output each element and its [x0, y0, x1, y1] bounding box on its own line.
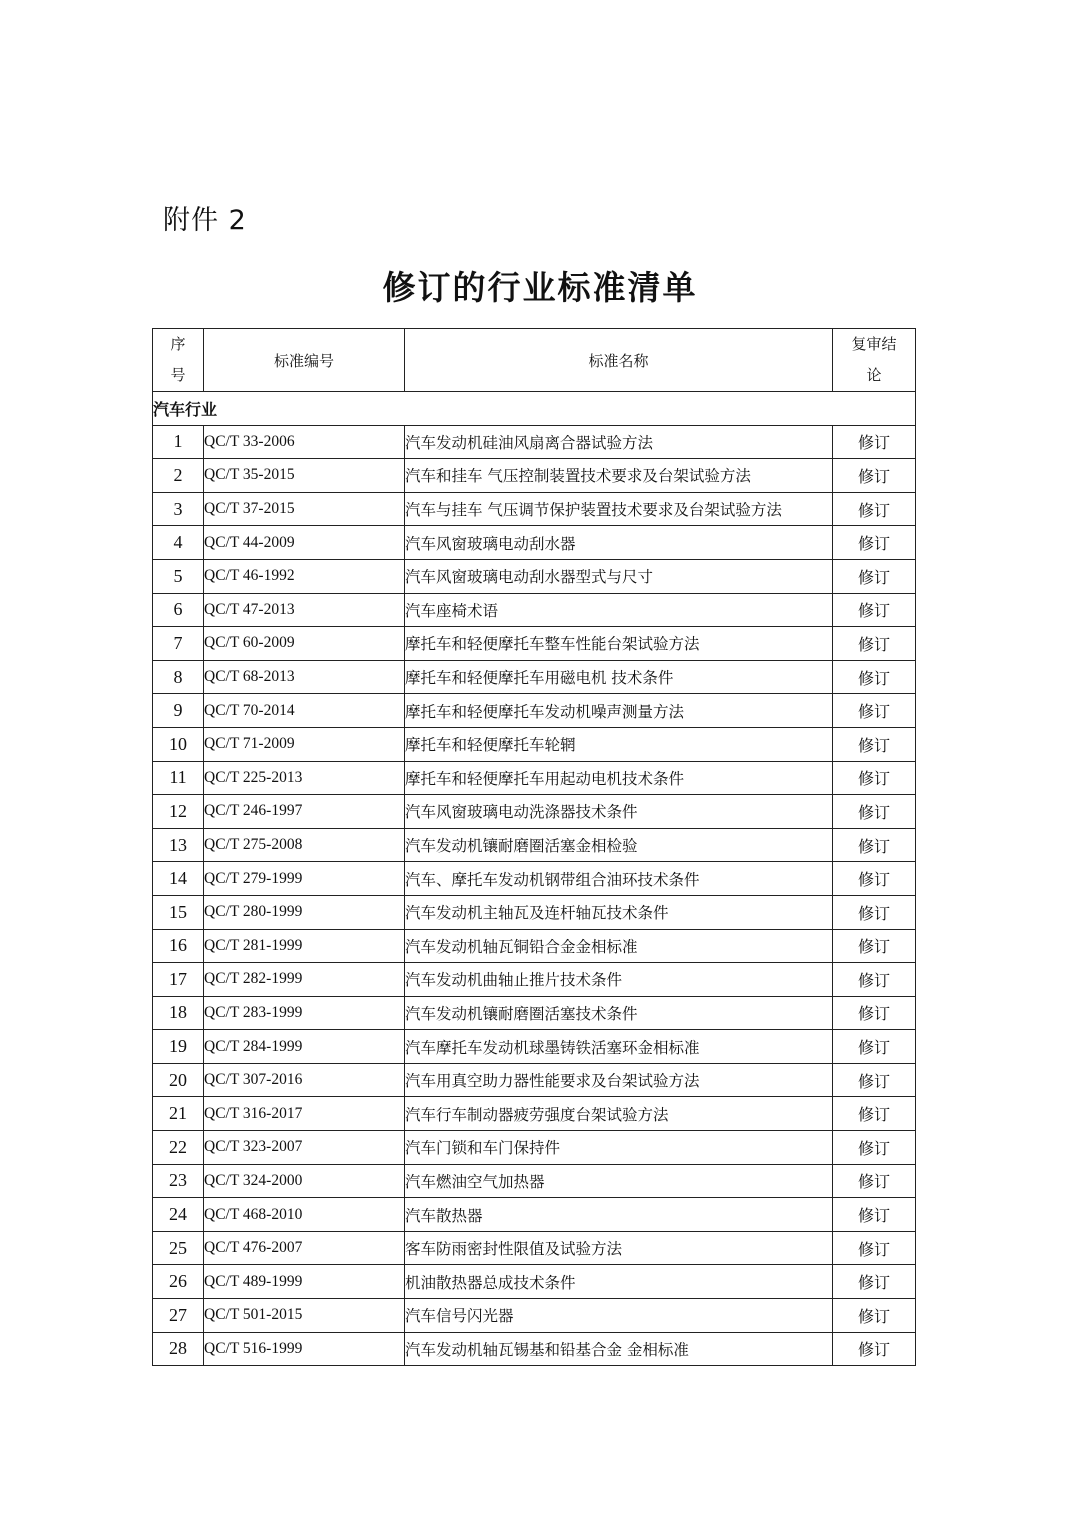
- row-review-result: 修订: [833, 694, 916, 728]
- table-row: [153, 862, 916, 896]
- table-row: [153, 492, 916, 526]
- row-standard-code: QC/T 33-2006: [204, 425, 405, 459]
- row-standard-name: 摩托车和轻便摩托车用磁电机 技术条件: [405, 660, 833, 694]
- row-standard-name: 汽车燃油空气加热器: [405, 1164, 833, 1198]
- row-standard-name: 汽车门锁和车门保持件: [405, 1131, 833, 1165]
- row-standard-code: QC/T 37-2015: [204, 492, 405, 526]
- standards-table: [152, 328, 916, 1366]
- row-review-result: 修订: [833, 660, 916, 694]
- row-serial-number: 22: [153, 1131, 204, 1165]
- row-standard-code: QC/T 516-1999: [204, 1332, 405, 1366]
- row-standard-code: QC/T 46-1992: [204, 559, 405, 593]
- row-review-result: 修订: [833, 1299, 916, 1333]
- row-serial-number: 6: [153, 593, 204, 627]
- row-review-result: 修订: [833, 996, 916, 1030]
- row-standard-name: 汽车发动机镶耐磨圈活塞金相检验: [405, 828, 833, 862]
- row-standard-name: 汽车摩托车发动机球墨铸铁活塞环金相标准: [405, 1030, 833, 1064]
- row-serial-number: 19: [153, 1030, 204, 1064]
- row-standard-name: 摩托车和轻便摩托车轮辋: [405, 727, 833, 761]
- table-row: [153, 795, 916, 829]
- table-row: [153, 593, 916, 627]
- row-standard-name: 汽车与挂车 气压调节保护装置技术要求及台架试验方法: [405, 492, 833, 526]
- row-review-result: 修订: [833, 593, 916, 627]
- header-serial-number: [153, 329, 204, 392]
- table-row: [153, 1265, 916, 1299]
- row-serial-number: 2: [153, 459, 204, 493]
- table-row: [153, 1198, 916, 1232]
- header-result-line1: 复审结: [851, 335, 897, 353]
- table-row: [153, 1164, 916, 1198]
- header-result-line2: 论: [866, 366, 882, 384]
- header-serial-line1: 序: [170, 335, 186, 353]
- row-review-result: 修订: [833, 492, 916, 526]
- row-serial-number: 10: [153, 727, 204, 761]
- row-standard-name: 汽车、摩托车发动机钢带组合油环技术条件: [405, 862, 833, 896]
- row-standard-code: QC/T 468-2010: [204, 1198, 405, 1232]
- row-standard-code: QC/T 70-2014: [204, 694, 405, 728]
- row-serial-number: 4: [153, 526, 204, 560]
- row-standard-code: QC/T 246-1997: [204, 795, 405, 829]
- row-standard-name: 机油散热器总成技术条件: [405, 1265, 833, 1299]
- row-standard-name: 汽车信号闪光器: [405, 1299, 833, 1333]
- section-row: [153, 392, 916, 426]
- row-review-result: 修订: [833, 828, 916, 862]
- row-serial-number: 15: [153, 895, 204, 929]
- row-standard-name: 汽车发动机轴瓦铜铅合金金相标准: [405, 929, 833, 963]
- row-review-result: 修订: [833, 627, 916, 661]
- row-standard-code: QC/T 324-2000: [204, 1164, 405, 1198]
- row-standard-name: 汽车和挂车 气压控制装置技术要求及台架试验方法: [405, 459, 833, 493]
- table-row: [153, 694, 916, 728]
- table-row: [153, 1030, 916, 1064]
- row-standard-code: QC/T 501-2015: [204, 1299, 405, 1333]
- row-review-result: 修订: [833, 761, 916, 795]
- row-review-result: 修订: [833, 895, 916, 929]
- row-standard-name: 汽车风窗玻璃电动刮水器: [405, 526, 833, 560]
- table-row: [153, 1131, 916, 1165]
- row-review-result: 修订: [833, 1198, 916, 1232]
- row-standard-code: QC/T 225-2013: [204, 761, 405, 795]
- row-serial-number: 25: [153, 1231, 204, 1265]
- row-standard-code: QC/T 44-2009: [204, 526, 405, 560]
- row-review-result: 修订: [833, 559, 916, 593]
- table-row: [153, 828, 916, 862]
- table-row: [153, 727, 916, 761]
- table-row: [153, 761, 916, 795]
- row-standard-code: QC/T 281-1999: [204, 929, 405, 963]
- header-standard-code: 标准编号: [204, 329, 405, 392]
- row-serial-number: 26: [153, 1265, 204, 1299]
- row-review-result: 修订: [833, 963, 916, 997]
- row-standard-name: 汽车发动机硅油风扇离合器试验方法: [405, 425, 833, 459]
- table-row: [153, 996, 916, 1030]
- row-review-result: 修订: [833, 862, 916, 896]
- row-standard-name: 汽车发动机镶耐磨圈活塞技术条件: [405, 996, 833, 1030]
- row-standard-code: QC/T 316-2017: [204, 1097, 405, 1131]
- row-review-result: 修订: [833, 1097, 916, 1131]
- row-standard-name: 汽车散热器: [405, 1198, 833, 1232]
- row-serial-number: 17: [153, 963, 204, 997]
- row-review-result: 修订: [833, 1164, 916, 1198]
- row-review-result: 修订: [833, 425, 916, 459]
- table-row: [153, 627, 916, 661]
- row-review-result: 修订: [833, 1131, 916, 1165]
- row-serial-number: 3: [153, 492, 204, 526]
- row-serial-number: 13: [153, 828, 204, 862]
- row-serial-number: 1: [153, 425, 204, 459]
- row-standard-code: QC/T 60-2009: [204, 627, 405, 661]
- table-row: [153, 963, 916, 997]
- row-review-result: 修订: [833, 1332, 916, 1366]
- row-standard-name: 摩托车和轻便摩托车整车性能台架试验方法: [405, 627, 833, 661]
- row-serial-number: 27: [153, 1299, 204, 1333]
- table-row: [153, 929, 916, 963]
- row-review-result: 修订: [833, 526, 916, 560]
- row-standard-code: QC/T 35-2015: [204, 459, 405, 493]
- row-review-result: 修订: [833, 1030, 916, 1064]
- table-row: [153, 1063, 916, 1097]
- row-serial-number: 20: [153, 1063, 204, 1097]
- row-serial-number: 8: [153, 660, 204, 694]
- header-review-result: [833, 329, 916, 392]
- row-standard-code: QC/T 68-2013: [204, 660, 405, 694]
- row-serial-number: 9: [153, 694, 204, 728]
- table-row: [153, 1231, 916, 1265]
- header-serial-line2: 号: [170, 366, 186, 384]
- row-review-result: 修订: [833, 1231, 916, 1265]
- table-row: [153, 1097, 916, 1131]
- row-review-result: 修订: [833, 459, 916, 493]
- row-standard-code: QC/T 275-2008: [204, 828, 405, 862]
- table-row: [153, 526, 916, 560]
- row-serial-number: 28: [153, 1332, 204, 1366]
- row-serial-number: 23: [153, 1164, 204, 1198]
- row-standard-code: QC/T 284-1999: [204, 1030, 405, 1064]
- row-serial-number: 21: [153, 1097, 204, 1131]
- row-standard-code: QC/T 280-1999: [204, 895, 405, 929]
- row-standard-name: 汽车发动机轴瓦锡基和铅基合金 金相标准: [405, 1332, 833, 1366]
- row-standard-code: QC/T 282-1999: [204, 963, 405, 997]
- table-row: [153, 425, 916, 459]
- row-serial-number: 24: [153, 1198, 204, 1232]
- row-serial-number: 12: [153, 795, 204, 829]
- table-row: [153, 895, 916, 929]
- attachment-label: 附件 2: [163, 205, 247, 236]
- row-standard-code: QC/T 307-2016: [204, 1063, 405, 1097]
- header-standard-name: 标准名称: [405, 329, 833, 392]
- row-standard-name: 汽车行车制动器疲劳强度台架试验方法: [405, 1097, 833, 1131]
- row-standard-name: 汽车风窗玻璃电动刮水器型式与尺寸: [405, 559, 833, 593]
- row-serial-number: 5: [153, 559, 204, 593]
- row-standard-name: 汽车座椅术语: [405, 593, 833, 627]
- row-standard-name: 汽车发动机曲轴止推片技术条件: [405, 963, 833, 997]
- section-title: 汽车行业: [153, 392, 916, 426]
- table-row: [153, 459, 916, 493]
- table-header-row: [153, 329, 916, 392]
- row-serial-number: 14: [153, 862, 204, 896]
- row-standard-code: QC/T 323-2007: [204, 1131, 405, 1165]
- table-row: [153, 1332, 916, 1366]
- row-review-result: 修订: [833, 795, 916, 829]
- document-title: 修订的行业标准清单: [382, 268, 698, 307]
- row-standard-name: 摩托车和轻便摩托车用起动电机技术条件: [405, 761, 833, 795]
- row-serial-number: 7: [153, 627, 204, 661]
- row-standard-code: QC/T 476-2007: [204, 1231, 405, 1265]
- row-standard-name: 客车防雨密封性限值及试验方法: [405, 1231, 833, 1265]
- row-standard-code: QC/T 279-1999: [204, 862, 405, 896]
- row-serial-number: 18: [153, 996, 204, 1030]
- row-standard-name: 汽车发动机主轴瓦及连杆轴瓦技术条件: [405, 895, 833, 929]
- table-row: [153, 1299, 916, 1333]
- row-standard-code: QC/T 489-1999: [204, 1265, 405, 1299]
- row-review-result: 修订: [833, 1265, 916, 1299]
- row-standard-code: QC/T 71-2009: [204, 727, 405, 761]
- row-standard-name: 摩托车和轻便摩托车发动机噪声测量方法: [405, 694, 833, 728]
- row-standard-code: QC/T 283-1999: [204, 996, 405, 1030]
- row-review-result: 修订: [833, 727, 916, 761]
- row-serial-number: 16: [153, 929, 204, 963]
- row-standard-name: 汽车用真空助力器性能要求及台架试验方法: [405, 1063, 833, 1097]
- table-row: [153, 660, 916, 694]
- row-serial-number: 11: [153, 761, 204, 795]
- row-review-result: 修订: [833, 929, 916, 963]
- table-row: [153, 559, 916, 593]
- row-standard-name: 汽车风窗玻璃电动洗涤器技术条件: [405, 795, 833, 829]
- row-review-result: 修订: [833, 1063, 916, 1097]
- row-standard-code: QC/T 47-2013: [204, 593, 405, 627]
